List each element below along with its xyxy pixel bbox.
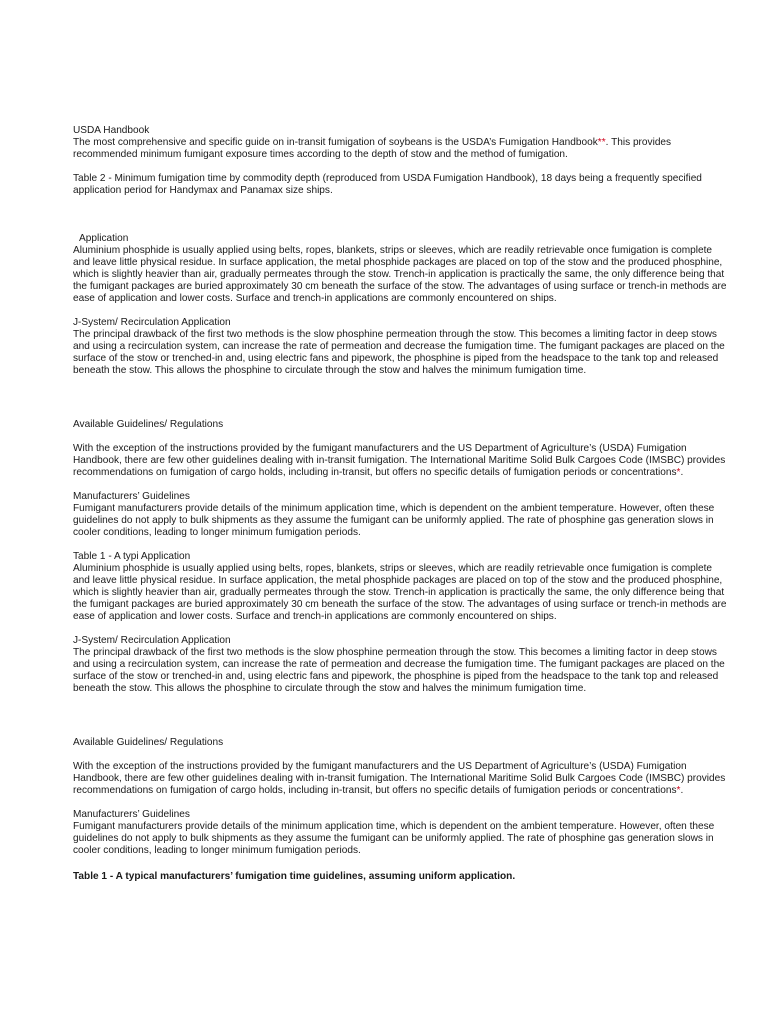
application-paragraph: Aluminium phosphide is usually applied using belts, ropes, blankets, strips or sleeves, which are readily retrievable once fumigation is complete and leave little physical residue. In surface application, the metal phosphide packages are placed on top of the stow and the produced phosphine, which is slightly heavier than air, gradually permeates through the stow. Trench-in application is practically the same, the only difference being that the fumigant packages are buried approximately 30 cm beneath the surface of the stow. The advantages of using surface or trench-in methods are ease of application and lower costs. Surface and trench-in applications are commonly encountered on ships.: [73, 245, 727, 304]
application-paragraph-repeat: Aluminium phosphide is usually applied using belts, ropes, blankets, strips or sleeves, which are readily retrievable once fumigation is complete and leave little physical residue. In surface application, the metal phosphide packages are placed on top of the stow and the produced phosphine, which is slightly heavier than air, gradually permeates through the stow. Trench-in application is practically the same, the only difference being that the fumigant packages are buried approximately 30 cm beneath the surface of the stow. The advantages of using surface or trench-in methods are ease of application and lower costs. Surface and trench-in applications are commonly encountered on ships.: [73, 563, 727, 622]
manufacturers-heading: Manufacturers’ Guidelines: [73, 491, 190, 502]
guidelines-paragraph: With the exception of the instructions provided by the fumigant manufacturers and the US Department of Agriculture’s (USDA) Fumigation Handbook, there are few other guidelines dealing with in-transit fumigation. The International Maritime Solid Bulk Cargoes Code (IMSBC) provides recommendations on fumigation of cargo holds, including in-transit, but offers no specific details of fumigation periods or concentrations*.: [73, 443, 726, 478]
jsystem-paragraph: The principal drawback of the first two methods is the slow phosphine permeation through the stow. This becomes a limiting factor in deep stows and using a recirculation system, can increase the rate of permeation and decrease the fumigation time. The fumigant packages are placed on the surface of the stow or trenched-in and, using electric fans and pipework, the phosphine is piped from the headspace to the tank top and released beneath the stow. This allows the phosphine to circulate through the stow and halves the minimum fumigation time.: [73, 329, 725, 376]
table2-caption: Table 2 - Minimum fumigation time by commodity depth (reproduced from USDA Fumigation Handbook), 18 days being a frequently specified application period for Handymax and Panamax size ships.: [73, 173, 702, 196]
application-heading: Application: [79, 233, 129, 244]
table1-partial-heading: Table 1 - A typi Application: [73, 551, 191, 562]
manufacturers-heading-repeat: Manufacturers’ Guidelines: [73, 809, 190, 820]
guidelines-heading-repeat: Available Guidelines/ Regulations: [73, 737, 224, 748]
jsystem-paragraph-repeat: The principal drawback of the first two methods is the slow phosphine permeation through the stow. This becomes a limiting factor in deep stows and using a recirculation system, can increase the rate of permeation and decrease the fumigation time. The fumigant packages are placed on the surface of the stow or trenched-in and, using electric fans and pipework, the phosphine is piped from the headspace to the tank top and released beneath the stow. This allows the phosphine to circulate through the stow and halves the minimum fumigation time.: [73, 647, 725, 694]
manufacturers-paragraph: Fumigant manufacturers provide details of the minimum application time, which is dependent on the ambient temperature. However, often these guidelines do not apply to bulk shipments as they assume the fumigant can be uniformly applied. The rate of phosphine gas generation slows in cooler conditions, leading to longer minimum fumigation periods.: [73, 503, 715, 538]
guidelines-heading: Available Guidelines/ Regulations: [73, 419, 224, 430]
footnote-marker: *: [676, 467, 681, 478]
usda-handbook-paragraph: The most comprehensive and specific guide on in-transit fumigation of soybeans is the USDA’s Fumigation Handbook**. This provides recommended minimum fumigant exposure times according to the depth of stow and the method of fumigation.: [73, 137, 672, 160]
footnote-marker: **: [597, 137, 606, 148]
guidelines-paragraph-repeat: With the exception of the instructions provided by the fumigant manufacturers and the US Department of Agriculture’s (USDA) Fumigation Handbook, there are few other guidelines dealing with in-transit fumigation. The International Maritime Solid Bulk Cargoes Code (IMSBC) provides recommendations on fumigation of cargo holds, including in-transit, but offers no specific details of fumigation periods or concentrations*.: [73, 761, 726, 796]
footnote-marker: *: [676, 785, 681, 796]
jsystem-heading-repeat: J-System/ Recirculation Application: [73, 635, 231, 646]
table1-caption: Table 1 - A typical manufacturers’ fumigation time guidelines, assuming uniform application.: [73, 871, 516, 882]
jsystem-heading: J-System/ Recirculation Application: [73, 317, 231, 328]
usda-handbook-heading: USDA Handbook: [73, 125, 150, 136]
manufacturers-paragraph-repeat: Fumigant manufacturers provide details of the minimum application time, which is dependent on the ambient temperature. However, often these guidelines do not apply to bulk shipments as they assume the fumigant can be uniformly applied. The rate of phosphine gas generation slows in cooler conditions, leading to longer minimum fumigation periods.: [73, 821, 715, 856]
